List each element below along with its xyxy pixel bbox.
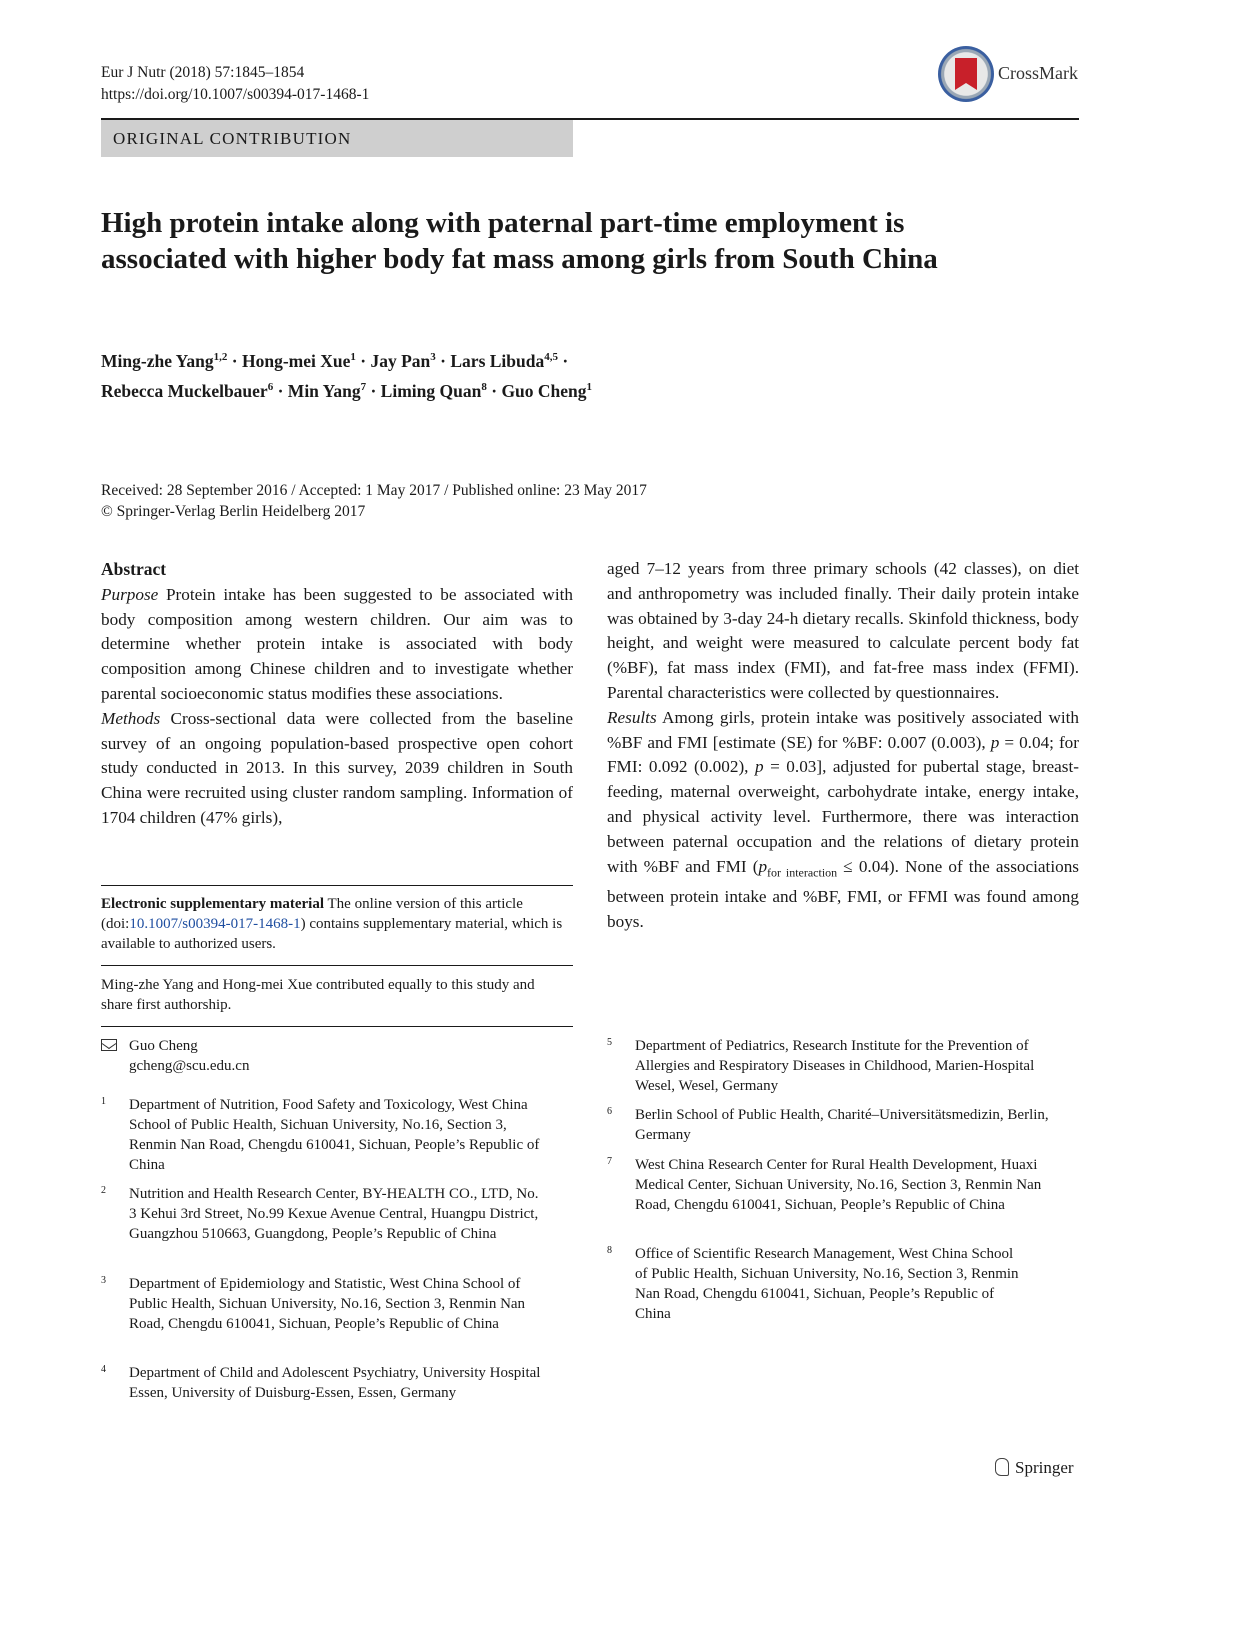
affiliation-number: 8 — [607, 1245, 612, 1256]
crossmark-badge[interactable] — [938, 46, 1080, 104]
corresponding-name: Guo Cheng — [129, 1038, 198, 1054]
affiliation-text: Department of Nutrition, Food Safety and Toxicology, West China School of Public Health, Sichuan University, No.16, Section 3, Renmin Nan Road, Chengdu 610041, Sichuan, People’s Republic of China — [129, 1097, 540, 1173]
footnote-rule — [101, 885, 573, 886]
abstract-methods — [101, 707, 573, 831]
p-value-subscript: for interaction — [767, 865, 838, 879]
affiliation-text: Department of Child and Adolescent Psychiatry, University Hospital Essen, University of Duisburg-Essen, Essen, Germany — [129, 1365, 541, 1401]
purpose-label: Purpose — [101, 584, 159, 604]
affiliation-number: 5 — [607, 1037, 612, 1048]
affiliation-item — [101, 1363, 541, 1403]
history-dates: Received: 28 September 2016 / Accepted: 1 May 2017 / Published online: 23 May 2017 — [101, 482, 647, 499]
author-name[interactable]: Hong-mei Xue — [241, 350, 351, 371]
affiliation-number: 6 — [607, 1106, 612, 1117]
affiliation-number: 7 — [607, 1156, 612, 1167]
affiliation-text: Nutrition and Health Research Center, BY-HEALTH CO., LTD, No. 3 Kehui 3rd Street, No.99 Kexue Avenue Central, Huangpu District, Guangzhou 510663, Guangdong, People’s Republic of China — [129, 1186, 539, 1242]
p-value-symbol: p — [990, 732, 1000, 752]
publisher-name: Springer — [1015, 1458, 1074, 1477]
publisher-logo — [995, 1458, 1074, 1478]
publication-dates — [101, 480, 647, 522]
results-text: = 0.03], adjusted for pubertal stage, breast-feeding, maternal overweight, carbohydrate intake, energy intake, and physical activity level. Furthermore, there was interaction between paternal occupation and the relations of dietary protein with %BF and FMI ( — [607, 757, 1079, 876]
results-text: = 0.04; for FMI: 0.092 (0.002), — [607, 732, 1080, 777]
author-name[interactable]: Guo Cheng — [501, 380, 587, 401]
affiliation-number: 4 — [101, 1364, 106, 1375]
p-value-symbol: p — [754, 757, 764, 777]
author-name[interactable]: Rebecca Muckelbauer — [101, 380, 268, 401]
equal-contribution-note: Ming-zhe Yang and Hong-mei Xue contributed equally to this study and share first authorship. — [101, 977, 535, 1013]
abstract-right-column — [607, 557, 1079, 934]
journal-doi[interactable]: https://doi.org/10.1007/s00394-017-1468-1 — [101, 86, 370, 103]
author-affiliation-ref: 1,2 — [213, 351, 228, 363]
corresponding-author — [101, 1036, 573, 1076]
affiliation-number: 2 — [101, 1185, 106, 1196]
author-name[interactable]: Min Yang — [287, 380, 361, 401]
purpose-text: Protein intake has been suggested to be associated with body composition among western children. Our aim was to determine whether protein intake is associated with body composition among Chinese children and to investigate whether parental socioeconomic status modifies these associations. — [101, 584, 573, 703]
author-affiliation-ref: 7 — [360, 380, 367, 393]
author-affiliation-ref: 1 — [586, 380, 593, 393]
methods-label: Methods — [101, 708, 161, 728]
author-name[interactable]: Lars Libuda — [450, 350, 545, 371]
author-affiliation-ref: 8 — [481, 380, 487, 393]
affiliation-text: Office of Scientific Research Management, West China School of Public Health, Sichuan University, No.16, Section 3, Renmin Nan Road, Chengdu 610041, Sichuan, People’s Republic of China — [635, 1246, 1019, 1322]
footnote-rule — [101, 1026, 573, 1027]
results-text: Among girls, protein intake was positively associated with %BF and FMI [estimate (SE) for %BF: 0.007 (0.003), — [607, 707, 1079, 752]
affiliation-item — [607, 1105, 1057, 1145]
esm-doi-link[interactable]: 10.1007/s00394-017-1468-1 — [129, 916, 301, 932]
p-value-symbol: p — [758, 856, 768, 876]
esm-text: ) contains supplementary material, which is available to authorized users. — [101, 916, 563, 952]
affiliation-item — [101, 1184, 546, 1244]
footnote-rule — [101, 965, 573, 966]
abstract-results — [607, 706, 1079, 935]
affiliation-item — [101, 1095, 541, 1175]
author-list: Ming-zhe Yang$^{1,2}$ · Hong-mei Xue$^1$ · Jay Pan$^3$ · Lars Libuda$^{4,5}$ · Rebecca Muckelbauer$^6$ · Min Yang$^7$ · Liming Quan$^8$ · Guo Cheng$^1$ — [101, 350, 593, 401]
abstract-left-column — [101, 557, 573, 831]
esm-note — [101, 894, 573, 954]
methods-text-part1: Cross-sectional data were collected from the baseline survey of an ongoing population-based prospective open cohort study conducted in 2013. In this survey, 2039 children in South China were recruited using cluster random sampling. Information of 1704 children (47% girls), — [101, 708, 573, 827]
affiliation-item — [101, 1274, 541, 1334]
abstract-heading: Abstract — [101, 559, 167, 579]
author-affiliation-ref: 1 — [350, 351, 356, 363]
abstract-purpose — [101, 583, 573, 707]
journal-citation: Eur J Nutr (2018) 57:1845–1854 — [101, 64, 305, 81]
affiliation-text: West China Research Center for Rural Health Development, Huaxi Medical Center, Sichuan University, No.16, Section 3, Renmin Nan Road, Chengdu 610041, Sichuan, People’s Republic of China — [635, 1157, 1042, 1213]
affiliation-text: Department of Pediatrics, Research Institute for the Prevention of Allergies and Respiratory Diseases in Childhood, Marien-Hospital Wesel, Wesel, Germany — [635, 1038, 1035, 1094]
author-name[interactable]: Liming Quan — [380, 380, 482, 401]
envelope-icon — [101, 1039, 117, 1051]
author-affiliation-ref: 3 — [430, 351, 436, 363]
crossmark-label: CrossMark — [998, 63, 1078, 83]
affiliation-number: 1 — [101, 1096, 106, 1107]
section-label: ORIGINAL CONTRIBUTION — [101, 120, 573, 157]
esm-label: Electronic supplementary material — [101, 896, 325, 912]
results-label: Results — [607, 707, 657, 727]
results-text: ≤ 0.04). None of the associations between protein intake and %BF, FMI, or FFMI was found among boys. — [607, 856, 1079, 931]
affiliation-item — [607, 1244, 1027, 1324]
affiliation-item — [607, 1036, 1047, 1096]
article-title: High protein intake along with paternal part-time employment is associated with higher body fat mass among girls from South China — [101, 207, 938, 275]
author-name[interactable]: Jay Pan — [370, 350, 431, 371]
springer-horse-icon — [995, 1458, 1009, 1476]
affiliation-text: Berlin School of Public Health, Charité–Universitätsmedizin, Berlin, Germany — [635, 1107, 1049, 1143]
affiliation-item — [607, 1155, 1052, 1215]
author-affiliation-ref: 6 — [267, 380, 274, 393]
author-affiliation-ref: 4,5 — [544, 351, 558, 363]
methods-text-part2: aged 7–12 years from three primary schools (42 classes), on diet and anthropometry was included finally. Their daily protein intake was obtained by 3-day 24-h dietary recalls. Skinfold thickness, body height, and weight were measured to calculate percent body fat (%BF), fat mass index (FMI), and fat-free mass index (FFMI). Parental characteristics were collected by questionnaires. — [607, 559, 1079, 702]
copyright: © Springer-Verlag Berlin Heidelberg 2017 — [101, 503, 366, 520]
author-name[interactable]: Ming-zhe Yang — [101, 350, 214, 371]
esm-text: The online version of this article (doi: — [101, 896, 523, 932]
journal-meta — [101, 62, 369, 106]
affiliation-number: 3 — [101, 1275, 106, 1286]
corresponding-email[interactable]: gcheng@scu.edu.cn — [129, 1058, 250, 1074]
affiliation-text: Department of Epidemiology and Statistic, West China School of Public Health, Sichuan University, No.16, Section 3, Renmin Nan Road, Chengdu 610041, Sichuan, People’s Republic of China — [129, 1276, 526, 1332]
